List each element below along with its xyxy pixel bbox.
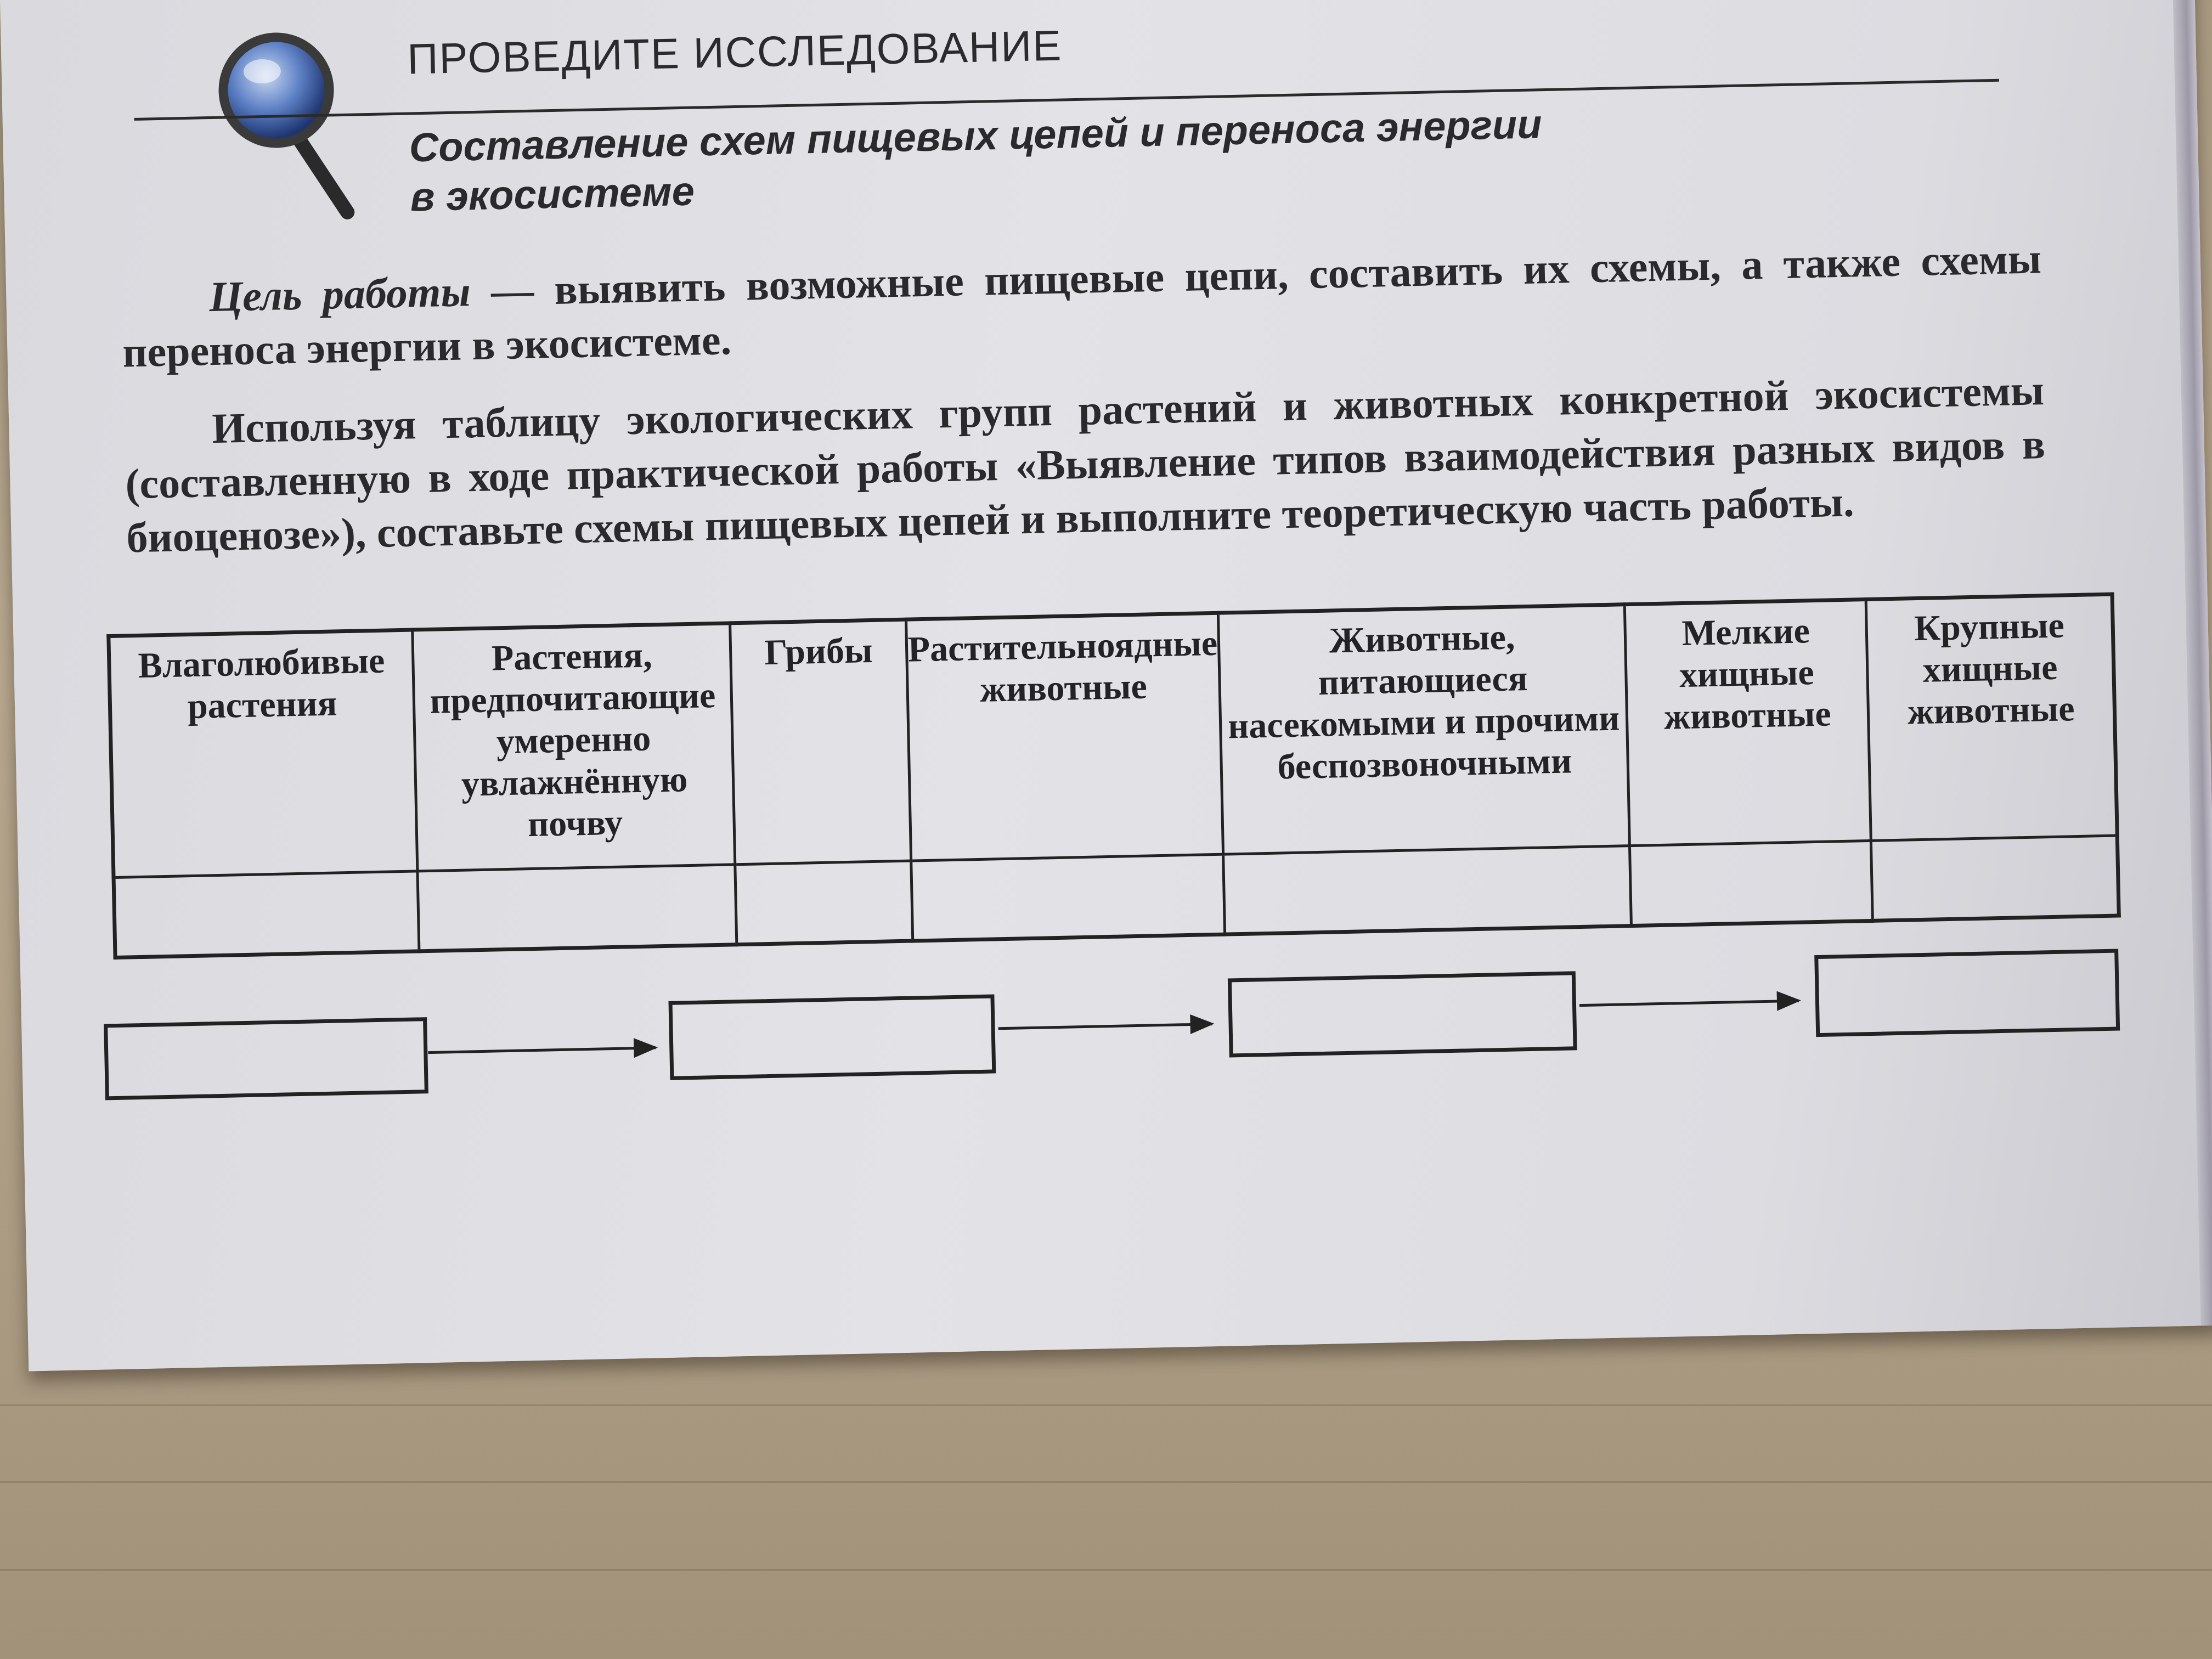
header-hygrophilous-plants: Влаголюбивые растения	[109, 630, 417, 878]
food-chain-box-3[interactable]	[1228, 971, 1577, 1057]
header-fungi: Грибы	[730, 619, 911, 865]
goal-text: — выявить возможные пищевые цепи, составить их схемы, а также схемы переноса энергии в экосистеме.	[122, 234, 2042, 376]
food-chain-box-4[interactable]	[1814, 949, 2120, 1037]
work-title-line2: в экосистеме	[409, 168, 695, 220]
header-mesophilous-plants: Растения, предпочитающие умеренно увлажнённую почву	[413, 623, 735, 871]
section-title: ПРОВЕДИТЕ ИССЛЕДОВАНИЕ	[407, 21, 1063, 83]
work-title-line1: Составление схем пищевых цепей и переноса энергии	[408, 101, 1543, 171]
arrow-right-icon	[428, 1046, 656, 1054]
food-chain-box-2[interactable]	[668, 994, 996, 1080]
header-large-predators: Крупные хищные животные	[1866, 594, 2118, 840]
arrow-right-icon	[1579, 1000, 1799, 1007]
goal-label: Цель работы	[208, 267, 471, 321]
header-small-predators: Мелкие хищные животные	[1624, 600, 1871, 846]
header-herbivores: Растительноядные животные	[906, 613, 1223, 861]
arrow-right-icon	[998, 1023, 1212, 1030]
instructions-text: Используя таблицу экологических групп растений и животных конкретной экосистемы (составленную в ходе практической работы «Выявление типов взаимодействия разных видов в биоценозе»), составьте схемы пищевых цепей и выполните теоретическую часть работы.	[125, 366, 2046, 562]
food-chain-box-1[interactable]	[104, 1017, 428, 1100]
header-insectivores: Животные, питающиеся насекомыми и прочими беспозвоночными	[1218, 605, 1629, 854]
